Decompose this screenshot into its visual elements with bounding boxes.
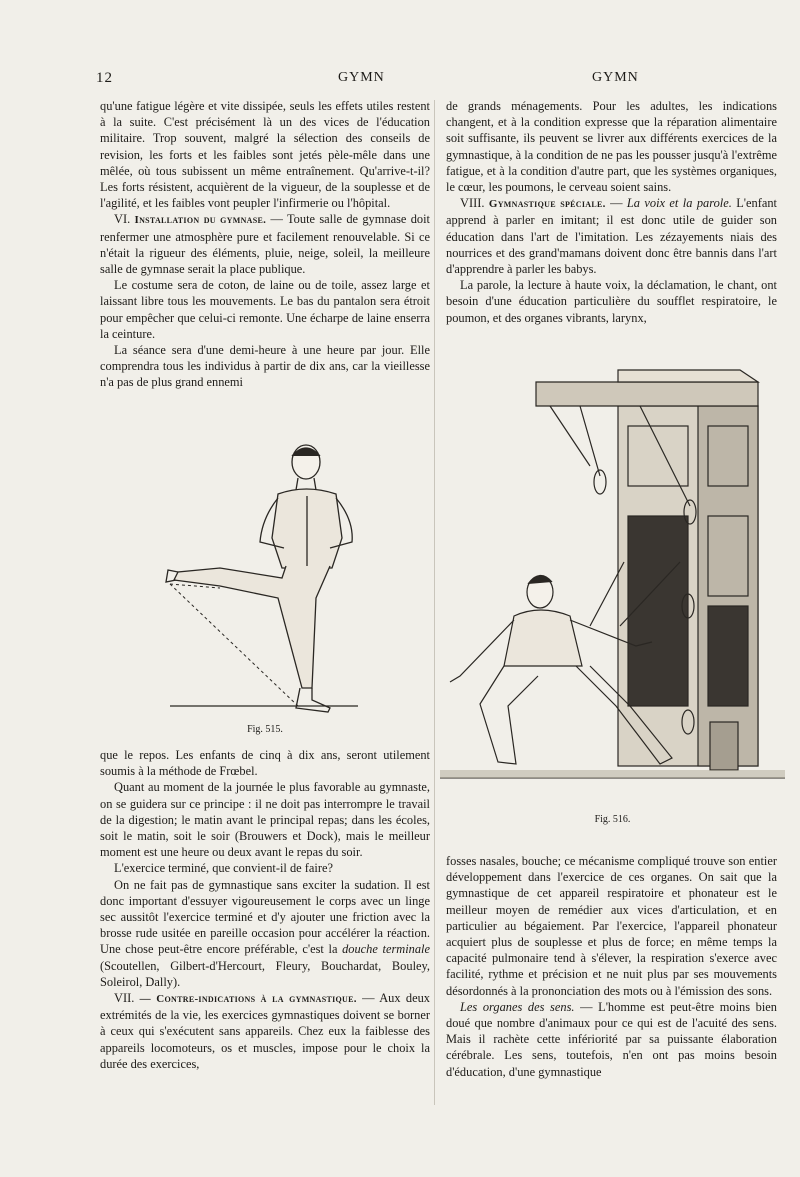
section-7 [100,990,430,1072]
section-6-text: — Toute salle de gymnase doit renfermer une atmosphère pure et facilement renouvelable. Si ce n'était la rigueur des éléments, pluie, neige, soleil, la meilleure salle de gymnase serait la place publique. [100,212,430,277]
page-number: 12 [96,70,113,86]
figure-516-caption: Fig. 516. [594,814,631,825]
sens-heading: Les organes des sens. [460,999,575,1014]
paragraph-parole: La parole, la lecture à haute voix, la déclamation, le chant, ont besoin d'une éducation particulière du soufflet respiratoire, le poumon, et des organes vibrants, larynx, [446,278,777,325]
section-8-dash: — [605,196,627,211]
paragraph-costume: Le costume sera de coton, de laine ou de toile, assez large et laissant libre tous les mouvements. Le bas du pantalon sera étroit pour empêcher que celui-ci remonte. Une écharpe de laine enserra la ceinture. [100,278,430,341]
sens-text: — L'homme est peut-être moins bien doué que nombre d'animaux pour ce qui est de l'acuité des sens. Mais il rachète cette infériorité par sa puissante élaboration cérébrale. Les sens, toutefois, n'en ont pas moins besoin d'éducation, d'une gymnastique [446,999,777,1079]
douche-terminale: douche terminale [342,942,430,957]
figure-515-caption: Fig. 515. [247,724,283,735]
section-8-subtitle: La voix et la parole. [626,196,732,211]
paragraph-continuation-right: de grands ménagements. Pour les adultes, les indications changent, et à la condition expresse que la réparation alimentaire soit suffisante, ils peuvent se livrer aux différents exercices de la gymnastique, à la condition de ne pas les pousser jusqu'à l'extrême fatigue, et à la condition d'autre part, que les systèmes organiques, le cœur, les poumons, le cerveau soient sains. [446,99,777,195]
column-divider [434,100,435,1105]
paragraph-sens [446,999,777,1080]
left-running-head: GYMN [338,70,385,85]
section-7-title: — Contre-indications à la gymnastique. [139,993,357,1006]
left-column-bottom [100,747,430,1072]
paragraph-seance: La séance sera d'une demi-heure à une heure par jour. Elle comprendra tous les individus à partir de dix ans, car la vieillesse n'a pas de plus grand ennemi [100,343,430,390]
paragraph-continuation: qu'une fatigue légère et vite dissipée, seuls les effets utiles restent à la suite. C'est précisément là un des vices de l'éducation militaire. Trop souvent, malgré la sélection des conseils de revision, les forts et les faibles sont jetés pèle-mêle dans une mêlée, où tous subissent un même entraînement. Qu'arrive-t-il? Les forts résistent, acquièrent de la vigueur, de la souplesse et de l'agilité, et les faibles vont peupler l'infirmerie ou l'hôpital. [100,99,430,211]
left-column-top [100,98,430,391]
section-8-number: VIII. [460,196,485,211]
section-8-text: L'enfant apprend à parler en imitant; il est donc utile de guider son éducation dans l'art de l'imitation. Les zézayements niais des nourrices et des grand'mamans doivent donc être bannis dans l'art d'apprendre à parler les babys. [446,196,777,277]
figure-515-illustration [160,438,370,718]
section-8-title: Gymnastique spéciale. [488,198,606,211]
section-7-text: — Aux deux extrémités de la vie, les exercices gymnastiques doivent se borner à ceux qui s'exécutent sans appareils. Chez eux la faiblesse des appareils locomoteurs, os et muscles, impose pour le choix la durée des exercices, [100,991,430,1071]
paragraph-fosses: fosses nasales, bouche; ce mécanisme compliqué trouve son entier développement dans l'exercice de ces organes. On sait que la gymnastique de cet appareil respiratoire et phonateur est le meilleur moyen de remédier aux vices d'articulation, et en particulier au bégaiement. Par l'exercice, l'appareil phonateur acquiert plus de souplesse et plus de force; en même temps la capacité pulmonaire tend à s'élever, la respiration s'exerce avec facilité, rythme et précision et ne nuit plus par ses mouvements désordonnés à la prononciation des mots ou à l'émission des sons. [446,854,777,998]
paragraph-on-ne-fait-text-2: (Scoutellen, Gilbert-d'Hercourt, Fleury, Bouchardat, Bouley, Soleirol, Dally). [100,958,430,989]
section-6-number: VI. [114,212,131,227]
paragraph-on-ne-fait-text-1: On ne fait pas de gymnastique sans exciter la sudation. Il est donc important d'essuyer vigoureusement le corps avec un linge sec aussitôt l'exercice terminé et d'y ajouter une friction avec la brosse rude usitée en pareille occasion pour accélérer la réaction. Une chose peut-être encore préférable, c'est la [100,877,430,957]
figure-515 [160,438,370,738]
paragraph-exercice: L'exercice terminé, que convient-il de faire? [114,861,333,876]
paragraph-quant: Quant au moment de la journée le plus favorable au gymnaste, on se guidera sur ce principe : il ne doit pas interrompre le travail de la digestion; le matin avant le principal repas; dans les écoles, soit le matin, soit le soir (Brouwers et Dock), mais le meilleur moment est une heure ou deux avant le repas du soir. [100,780,430,860]
figure-516 [440,366,785,826]
section-6 [100,211,430,277]
section-6-title: Installation du gymnase. [134,214,267,227]
right-column-top [446,98,777,326]
paragraph-repos: que le repos. Les enfants de cinq à dix ans, seront utilement soumis à la méthode de Frœbel. [100,748,430,779]
paragraph-on-ne-fait [100,877,430,990]
section-7-number: VII. [114,991,135,1006]
right-column-bottom [446,853,777,1080]
right-running-head: GYMN [592,70,639,85]
running-header [96,70,766,90]
figure-516-illustration [440,366,785,806]
section-8 [446,195,777,277]
